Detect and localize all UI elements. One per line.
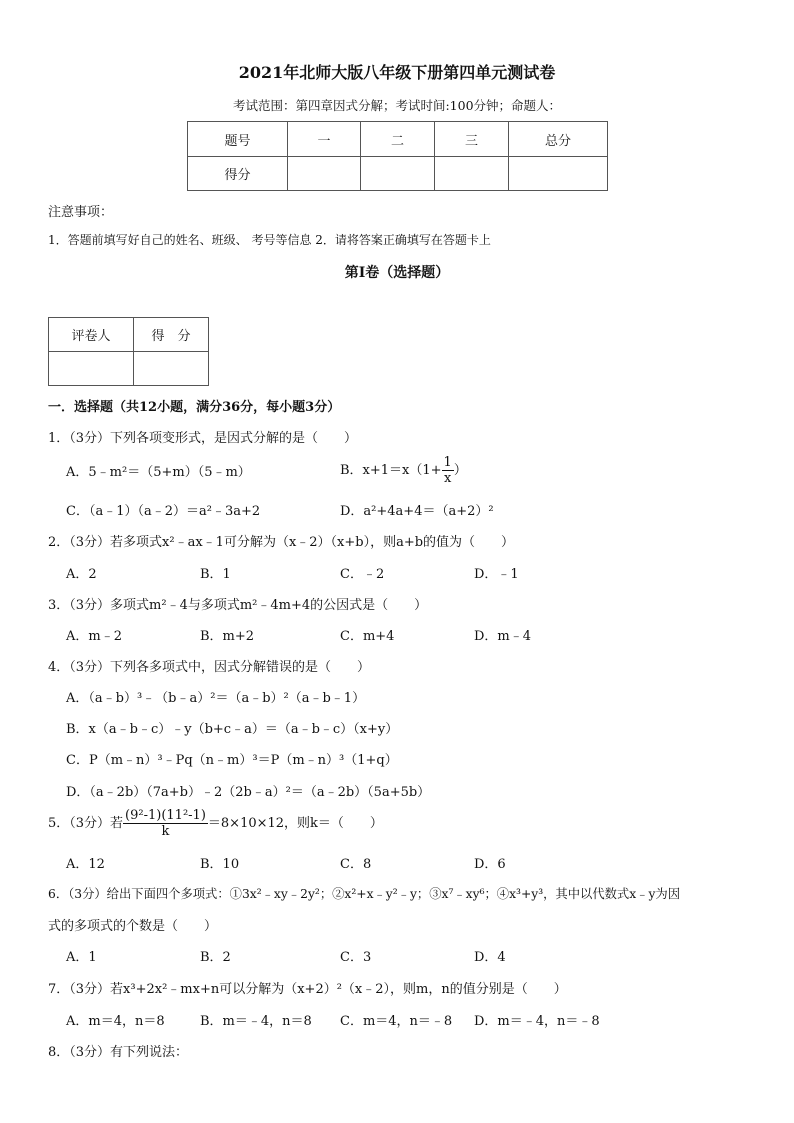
question-stem: 1．（3分）下列各项变形式，是因式分解的是（ ） [48, 431, 358, 446]
option-b: B．x（a﹣b﹣c）﹣y（b+c﹣a）＝（a﹣b﹣c）（x+y） [66, 722, 399, 737]
option-b [340, 455, 467, 486]
option-b: B．m+2 [200, 629, 255, 644]
score-input-cell[interactable] [361, 157, 435, 191]
score-header-cell: 三 [435, 122, 509, 157]
section-heading: 一．选择题（共12小题，满分36分，每小题3分） [48, 400, 341, 415]
score-header-cell: 一 [288, 122, 361, 157]
score-input-cell[interactable] [435, 157, 509, 191]
score-header-cell: 题号 [188, 122, 288, 157]
question-stem: 2．（3分）若多项式x²﹣ax﹣1可分解为（x﹣2）（x+b），则a+b的值为（ ） [48, 535, 515, 550]
question-stem: 4．（3分）下列各多项式中，因式分解错误的是（ ） [48, 660, 371, 675]
option-c: C．m+4 [340, 629, 395, 644]
fraction-numerator: (9²-1)(11²-1) [125, 808, 206, 823]
question-prefix: 5．（3分）若 [48, 816, 124, 831]
option-b: B．10 [200, 857, 240, 872]
option-c: C．m＝4，n＝﹣8 [340, 1014, 453, 1029]
option-a: A．2 [66, 567, 97, 582]
question-stem-cont: 式的多项式的个数是（ ） [48, 919, 218, 934]
fraction-numerator: 1 [443, 455, 452, 470]
option-c: C．（a﹣1）（a﹣2）＝a²﹣3a+2 [66, 504, 261, 519]
score-table [187, 121, 608, 191]
fraction-denominator: k [161, 824, 170, 839]
option-b-prefix: B．x+1＝x（1+ [340, 463, 442, 478]
option-b: B．m＝﹣4，n＝8 [200, 1014, 312, 1029]
option-c: C．P（m﹣n）³﹣Pq（n﹣m）³＝P（m﹣n）³（1+q） [66, 753, 398, 768]
option-b: B．2 [200, 950, 231, 965]
question-stem: 7．（3分）若x³+2x²﹣mx+n可以分解为（x+2）²（x﹣2），则m，n的值分别是（ ） [48, 982, 567, 997]
option-d: D．m＝﹣4，n＝﹣8 [474, 1014, 600, 1029]
grader-input-cell[interactable] [134, 352, 209, 386]
option-d: D．（a﹣2b）（7a+b）﹣2（2b﹣a）²＝（a﹣2b）（5a+5b） [66, 785, 431, 800]
grader-table [48, 317, 209, 386]
option-b-suffix: ） [453, 463, 467, 478]
question-stem: 8．（3分）有下列说法： [48, 1045, 189, 1060]
option-c: C．﹣2 [340, 567, 385, 582]
question-stem [48, 808, 383, 839]
option-d: D．6 [474, 857, 506, 872]
grader-input-cell[interactable] [49, 352, 134, 386]
score-input-cell[interactable] [288, 157, 361, 191]
grader-header: 评卷人 [49, 318, 134, 352]
option-a: A．5﹣m²＝（5+m）（5﹣m） [66, 465, 251, 480]
fraction [442, 455, 454, 486]
question-stem: 3．（3分）多项式m²﹣4与多项式m²﹣4m+4的公因式是（ ） [48, 598, 428, 613]
option-d: D．4 [474, 950, 506, 965]
volume-title: 第Ⅰ卷（选择题） [344, 265, 450, 281]
grader-header: 得 分 [134, 318, 209, 352]
option-b: B．1 [200, 567, 231, 582]
option-a: A．1 [66, 950, 97, 965]
score-header-cell: 总分 [509, 122, 608, 157]
paper-title: 2021年北师大版八年级下册第四单元测试卷 [238, 63, 556, 82]
exam-info: 考试范围：第四章因式分解；考试时间:100分钟；命题人： [232, 98, 562, 113]
option-d: D．a²+4a+4＝（a+2）² [340, 504, 494, 519]
option-a: A．12 [66, 857, 105, 872]
option-c: C．8 [340, 857, 372, 872]
fraction-denominator: x [444, 471, 452, 486]
question-stem: 6．（3分）给出下面四个多项式：①3x²﹣xy﹣2y²；②x²+x﹣y²﹣y；③x⁷﹣xy⁶；④x³+y³，其中以代数式x﹣y为因 [48, 887, 680, 901]
option-a: A．m＝4，n＝8 [66, 1014, 165, 1029]
notes-line: 1．答题前填写好自己的姓名、班级、 考号等信息 2．请将答案正确填写在答题卡上 [48, 233, 491, 247]
option-d: D．﹣1 [474, 567, 519, 582]
score-input-cell[interactable] [509, 157, 608, 191]
option-a: A．（a﹣b）³﹣（b﹣a）²＝（a﹣b）²（a﹣b﹣1） [66, 691, 366, 706]
option-d: D．m﹣4 [474, 629, 532, 644]
notes-heading: 注意事项： [48, 205, 114, 220]
score-header-cell: 二 [361, 122, 435, 157]
question-suffix: ＝8×10×12，则k＝（ ） [207, 816, 383, 831]
option-a: A．m﹣2 [66, 629, 122, 644]
option-c: C．3 [340, 950, 372, 965]
score-row-label: 得分 [188, 157, 288, 191]
fraction [123, 808, 208, 839]
